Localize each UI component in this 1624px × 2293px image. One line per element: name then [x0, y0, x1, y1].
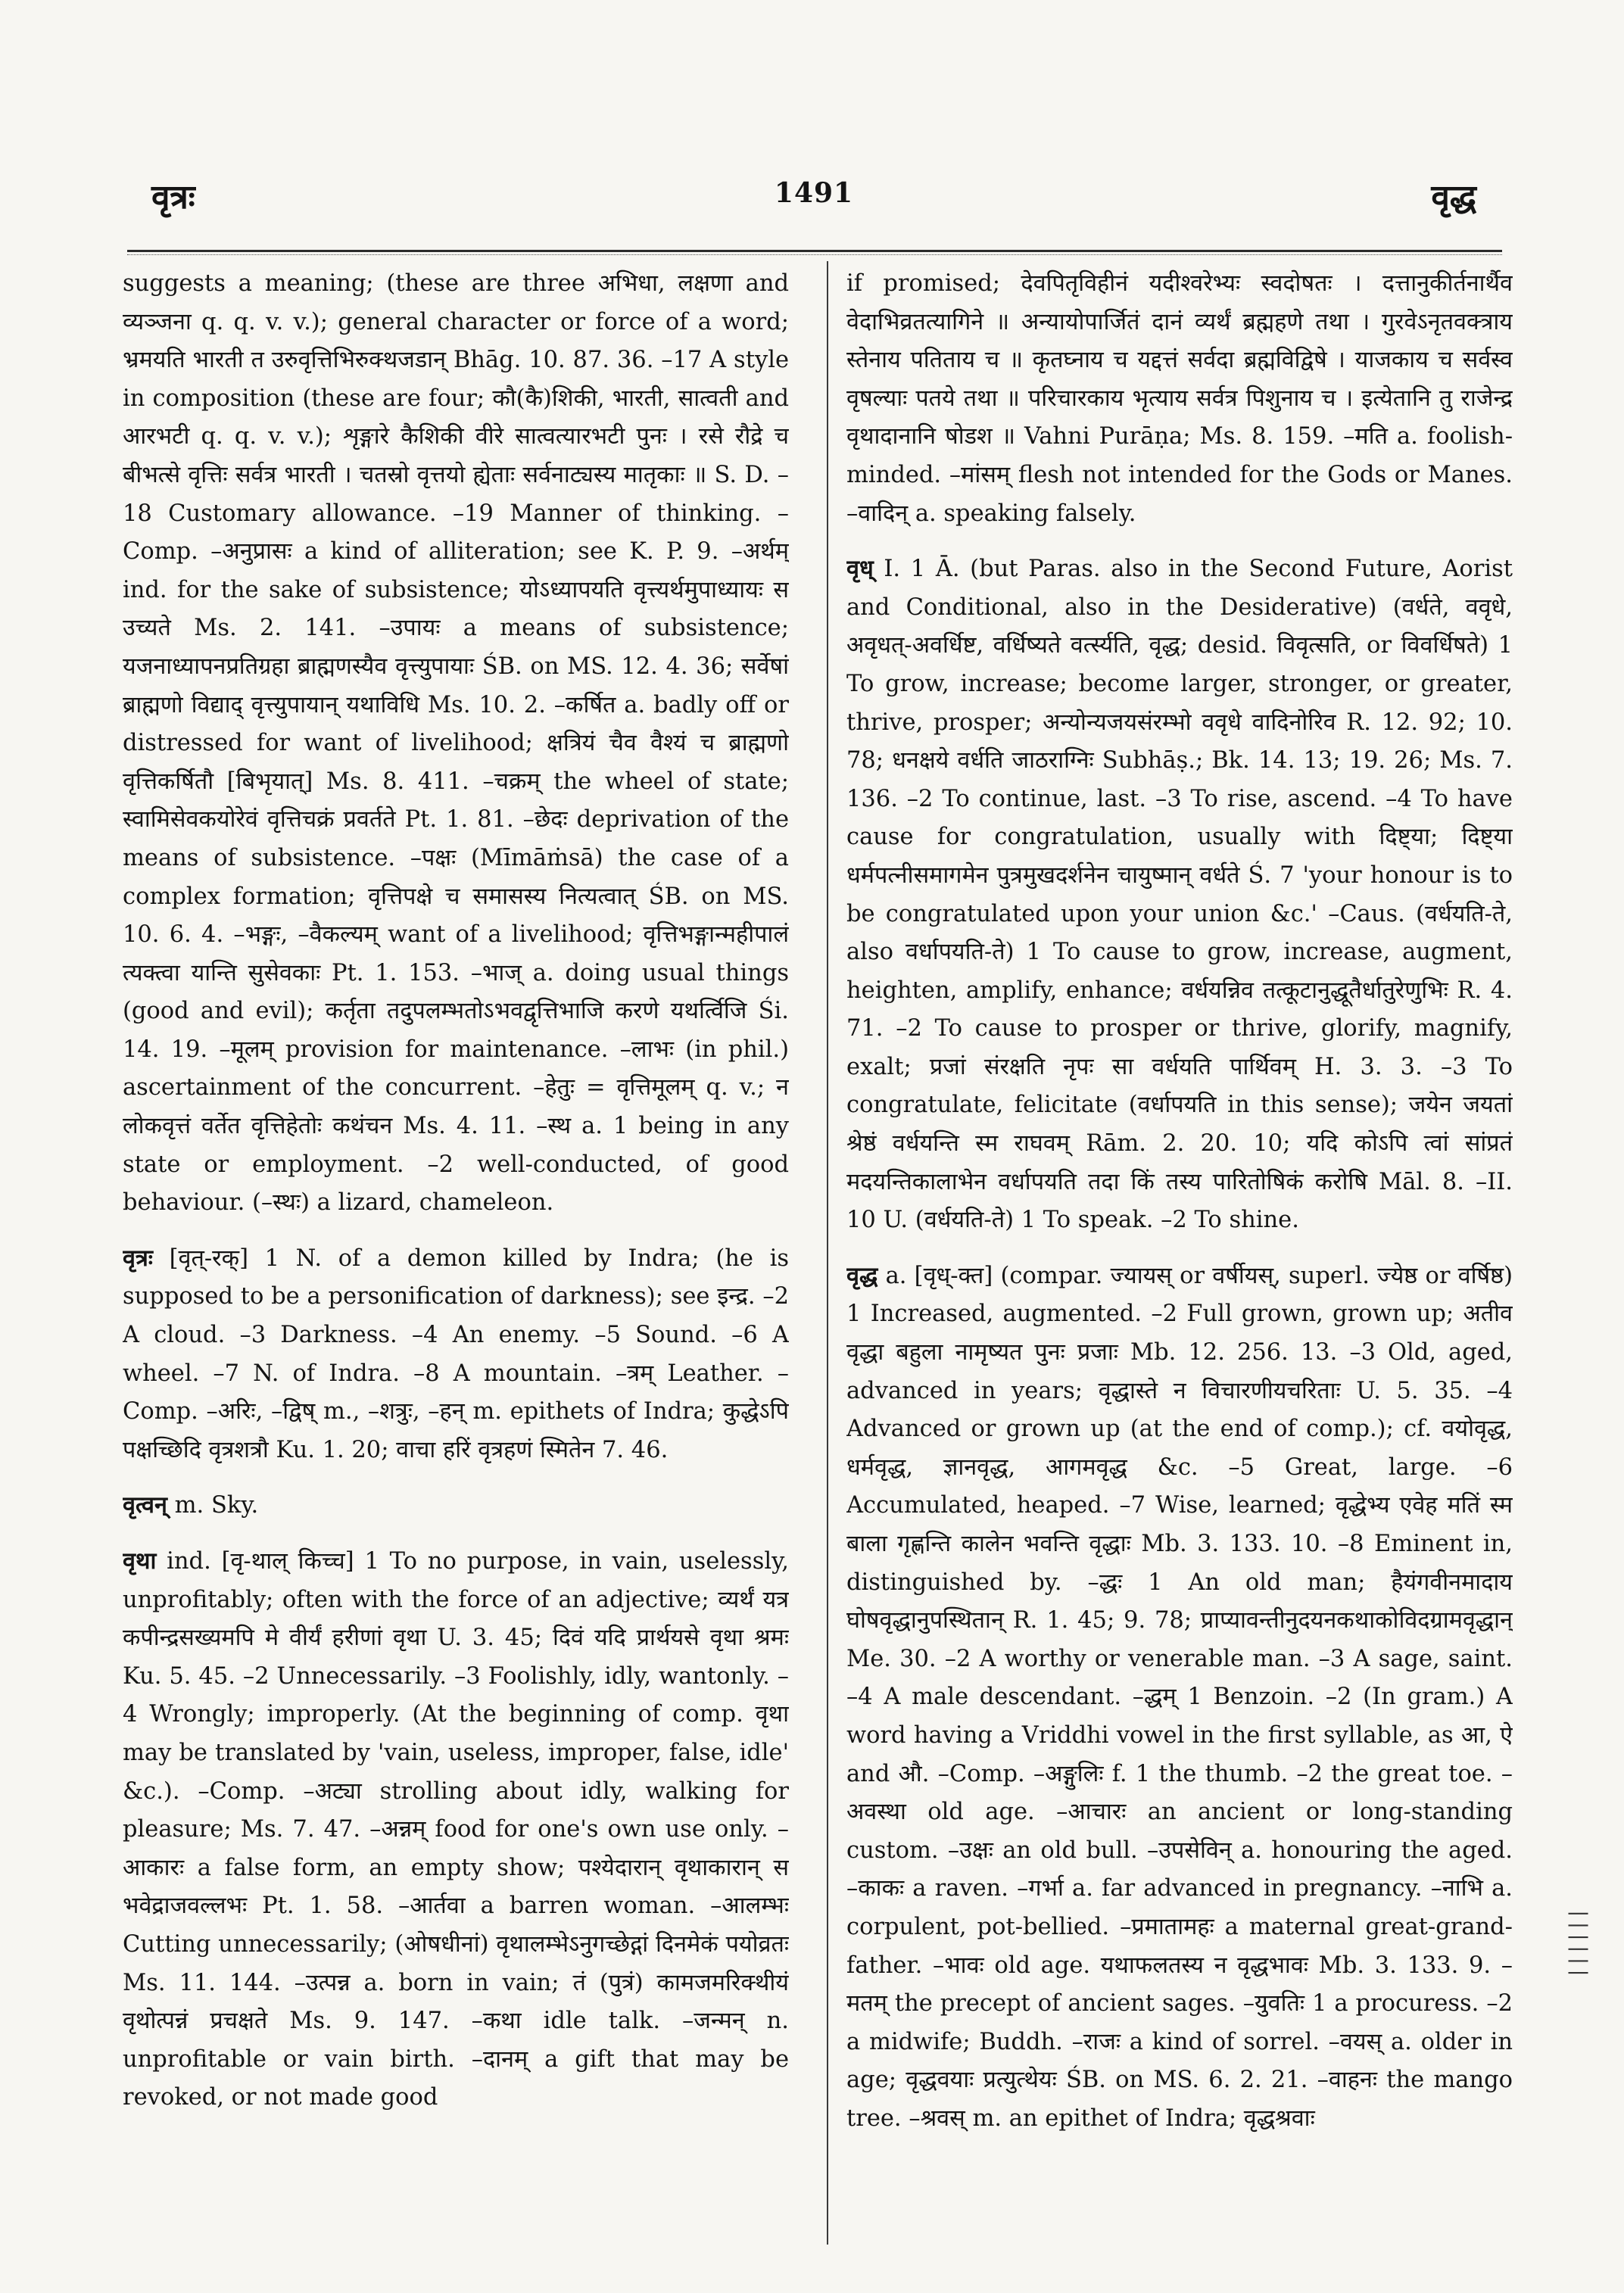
entry-body	[123, 1542, 789, 2117]
entry-body	[123, 265, 789, 1223]
left-column	[123, 265, 789, 2248]
entry-headword: वृध्	[846, 555, 874, 583]
entry-headword: वृत्वन्	[123, 1491, 167, 1519]
entry-vriddha	[846, 1257, 1513, 2139]
right-running-headword: वृद्ध	[1431, 178, 1476, 217]
entry-text: [वृत्-रक्] 1 N. of a demon killed by Indra; (he is supposed to be a personification of darkness); see इन्द्र. –2 A cloud. –3 Darkness. –4 An enemy. –5 Sound. –6 A wheel. –7 N. of Indra. –8 A mountain. –त्रम् Leather. –Comp. –अरिः, –द्विष् m., –शत्रुः, –हन् m. epithets of Indra; कुद्धेऽपि पक्षच्छिदि वृत्रशत्रौ Ku. 1. 20; वाचा हरिं वृत्रहणं स्मितेन 7. 46.	[123, 1245, 789, 1463]
margin-scan-mark: ||||||	[1568, 1908, 1591, 1979]
entry-headword: वृद्ध	[846, 1261, 878, 1289]
right-column	[846, 265, 1513, 2248]
entry-vridh	[846, 550, 1513, 1240]
entry-vritrah	[123, 1239, 789, 1470]
entry-vritti-continued	[123, 265, 789, 1223]
entry-vritha-continued	[846, 265, 1513, 533]
entry-vritvan	[123, 1486, 789, 1525]
entry-headword: वृत्रः	[123, 1244, 153, 1272]
entry-text: suggests a meaning; (these are three अभिधा, लक्षणा and व्यञ्जना q. q. v. v.); general character or force of a word; भ्रमयति भारती त उरुवृत्तिभिरुक्थजडान् Bhāg. 10. 87. 36. –17 A style in composition (these are four; कौ(कै)शिकी, भारती, सात्वती and आरभटी q. q. v. v.); शृङ्गारे कैशिकी वीरे सात्वत्यारभटी पुनः । रसे रौद्रे च बीभत्से वृत्तिः सर्वत्र भारती । चतस्रो वृत्तयो ह्येताः सर्वनाट्यस्य मातृकाः ॥ S. D. –18 Customary allowance. –19 Manner of thinking. –Comp. –अनुप्रासः a kind of alliteration; see K. P. 9. –अर्थम् ind. for the sake of subsistence; योऽध्यापयति वृत्त्यर्थमुपाध्यायः स उच्यते Ms. 2. 141. –उपायः a means of subsistence; यजनाध्यापनप्रतिग्रहा ब्राह्मणस्यैव वृत्त्युपायाः ŚB. on MS. 12. 4. 36; सर्वेषां ब्राह्मणो विद्याद् वृत्त्युपायान् यथाविधि Ms. 10. 2. –कर्षित a. badly off or distressed for want of livelihood; क्षत्रियं चैव वैश्यं च ब्राह्मणो वृत्तिकर्षितौ [बिभृयात्] Ms. 8. 411. –चक्रम् the wheel of state; स्वामिसेवकयोरेवं वृत्तिचक्रं प्रवर्तते Pt. 1. 81. –छेदः deprivation of the means of subsistence. –पक्षः (Mīmāṁsā) the case of a complex formation; वृत्तिपक्षे च समासस्य नित्यत्वात् ŚB. on MS. 10. 6. 4. –भङ्गः, –वैकल्यम् want of a livelihood; वृत्तिभङ्गान्महीपालं त्यक्त्वा यान्ति सुसेवकाः Pt. 1. 153. –भाज् a. doing usual things (good and evil); कर्तृता तदुपलम्भतोऽभवद्वृत्तिभाजि करणे यथर्त्विजि Śi. 14. 19. –मूलम् provision for maintenance. –लाभः (in phil.) ascertainment of the concurrent. –हेतुः = वृत्तिमूलम् q. v.; न लोकवृत्तं वर्तेत वृत्तिहेतोः कथंचन Ms. 4. 11. –स्थ a. 1 being in any state or employment. –2 well-conducted, of good behaviour. (–स्थः) a lizard, chameleon.	[123, 270, 789, 1217]
entry-text: if promised; देवपितृविहीनं यदीश्वरेभ्यः स्वदोषतः । दत्तानुकीर्तनार्थैव वेदाभिव्रतत्यागिने ॥ अन्यायोपार्जितं दानं व्यर्थं ब्रह्महणे तथा । गुरवेऽनृतवक्त्राय स्तेनाय पतिताय च ॥ कृतघ्नाय च यद्दत्तं सर्वदा ब्रह्मविद्विषे । याजकाय च सर्वस्व वृषल्याः पतये तथा ॥ परिचारकाय भृत्याय सर्वत्र पिशुनाय च । इत्येतानि तु राजेन्द्र वृथादानानि षोडश ॥ Vahni Purāṇa; Ms. 8. 159. –मति a. foolish-minded. –मांसम् flesh not intended for the Gods or Manes. –वादिन् a. speaking falsely.	[846, 270, 1513, 527]
entry-headword: वृथा	[123, 1547, 157, 1575]
left-running-headword: वृत्रः	[151, 178, 195, 217]
page-header	[129, 173, 1499, 218]
entry-body	[846, 1257, 1513, 2139]
entry-body	[846, 550, 1513, 1240]
entry-body	[123, 1239, 789, 1470]
page-number: 1491	[774, 177, 854, 209]
entry-vritha	[123, 1542, 789, 2117]
entry-text: ind. [वृ-थाल् किच्च] 1 To no purpose, in vain, uselessly, unprofitably; often with the force of an adjective; व्यर्थं यत्र कपीन्द्रसख्यमपि मे वीर्यं हरीणां वृथा U. 3. 45; दिवं यदि प्रार्थयसे वृथा श्रमः Ku. 5. 45. –2 Unnecessarily. –3 Foolishly, idly, wantonly. –4 Wrongly; improperly. (At the beginning of comp. वृथा may be translated by 'vain, useless, improper, false, idle' &c.). –Comp. –अट्या strolling about idly, walking for pleasure; Ms. 7. 47. –अन्नम् food for one's own use only. –आकारः a false form, an empty show; पश्येदारान् वृथाकारान् स भवेद्राजवल्लभः Pt. 1. 58. –आर्तवा a barren woman. –आलम्भः Cutting unnecessarily; (ओषधीनां) वृथालम्भेऽनुगच्छेद्गां दिनमेकं पयोव्रतः Ms. 11. 144. –उत्पन्न a. born in vain; तं (पुत्रं) कामजमरिक्थीयं वृथोत्पन्नं प्रचक्षते Ms. 9. 147. –कथा idle talk. –जन्मन् n. unprofitable or vain birth. –दानम् a gift that may be revoked, or not made good	[123, 1548, 789, 2111]
entry-text: I. 1 Ā. (but Paras. also in the Second Future, Aorist and Conditional, also in the Desiderative) (वर्धते, ववृधे, अवृधत्-अवर्धिष्ट, वर्धिष्यते वर्त्स्यति, वृद्ध; desid. विवृत्सति, or विवर्धिषते) 1 To grow, increase; become larger, stronger, or greater, thrive, prosper; अन्योन्यजयसंरम्भो ववृधे वादिनोरिव R. 12. 92; 10. 78; धनक्षये वर्धति जाठराग्निः Subhāṣ.; Bk. 14. 13; 19. 26; Ms. 7. 136. –2 To continue, last. –3 To rise, ascend. –4 To have cause for congratulation, usually with दिष्ट्या; दिष्ट्या धर्मपत्नीसमागमेन पुत्रमुखदर्शनेन चायुष्मान् वर्धते Ś. 7 'your honour is to be congratulated upon your union &c.' –Caus. (वर्धयति-ते, also वर्धापयति-ते) 1 To cause to grow, increase, augment, heighten, amplify, enhance; वर्धयन्निव तत्कूटानुद्धूतैर्धातुरेणुभिः R. 4. 71. –2 To cause to prosper or thrive, glorify, magnify, exalt; प्रजां संरक्षति नृपः सा वर्धयति पार्थिवम् H. 3. 3. –3 To congratulate, felicitate (वर्धापयति in this sense); जयेन जयतां श्रेष्ठं वर्धयन्ति स्म राघवम् Rām. 2. 20. 10; यदि कोऽपि त्वां सांप्रतं मदयन्तिकालाभेन वर्धापयति तदा किं तस्य पारितोषिकं करोषि Māl. 8. –II. 10 U. (वर्धयति-ते) 1 To speak. –2 To shine.	[846, 556, 1513, 1234]
column-divider	[827, 261, 828, 2245]
entry-text: a. [वृध्-क्त] (compar. ज्यायस् or वर्षीयस्, superl. ज्येष्ठ or वर्षिष्ठ) 1 Increased, augmented. –2 Full grown, grown up; अतीव वृद्धा बहुला नामृष्यत पुनः प्रजाः Mb. 12. 256. 13. –3 Old, aged, advanced in years; वृद्धास्ते न विचारणीयचरिताः U. 5. 35. –4 Advanced or grown up (at the end of comp.); cf. वयोवृद्ध, धर्मवृद्ध, ज्ञानवृद्ध, आगमवृद्ध &c. –5 Great, large. –6 Accumulated, heaped. –7 Wise, learned; वृद्धेभ्य एवेह मतिं स्म बाला गृह्णन्ति कालेन भवन्ति वृद्धाः Mb. 3. 133. 10. –8 Eminent in, distinguished by. –द्धः 1 An old man; हैयंगवीनमादाय घोषवृद्धानुपस्थितान् R. 1. 45; 9. 78; प्राप्यावन्तीनुदयनकथाकोविदग्रामवृद्धान् Me. 30. –2 A worthy or venerable man. –3 A sage, saint. –4 A male descendant. –द्धम् 1 Benzoin. –2 (In gram.) A word having a Vriddhi vowel in the first syllable, as आ, ऐ and औ. –Comp. –अङ्गुलिः f. 1 the thumb. –2 the great toe. –अवस्था old age. –आचारः an ancient or long-standing custom. –उक्षः an old bull. –उपसेविन् a. honouring the aged. –काकः a raven. –गर्भा a. far advanced in pregnancy. –नाभि a. corpulent, pot-bellied. –प्रमातामहः a maternal great-grand-father. –भावः old age. यथाफलतस्य न वृद्धभावः Mb. 3. 133. 9. –मतम् the precept of ancient sages. –युवतिः 1 a procuress. –2 a midwife; Buddh. –राजः a kind of sorrel. –वयस् a. older in age; वृद्धवयाः प्रत्युत्थेयः ŚB. on MS. 6. 2. 21. –वाहनः the mango tree. –श्रवस् m. an epithet of Indra; वृद्धश्रवाः	[846, 1262, 1513, 2132]
entry-body	[846, 265, 1513, 533]
header-rule	[127, 250, 1502, 255]
entry-body	[123, 1486, 789, 1525]
entry-text: m. Sky.	[174, 1492, 259, 1519]
